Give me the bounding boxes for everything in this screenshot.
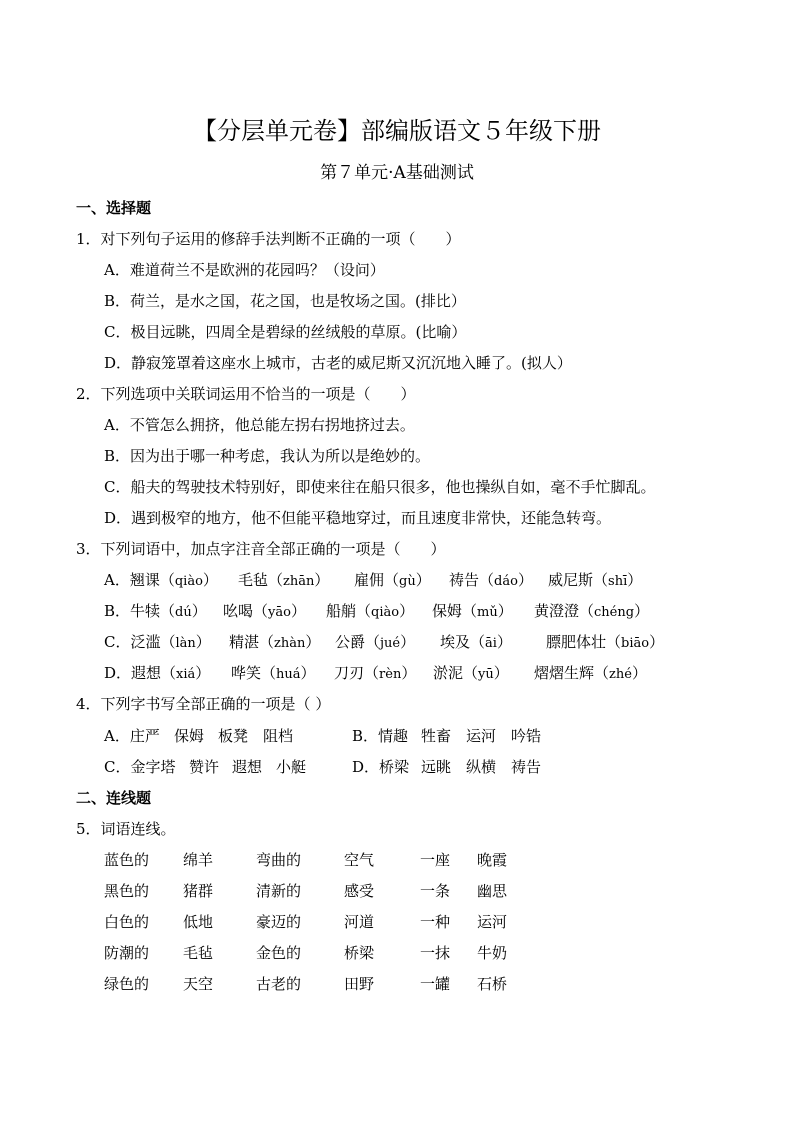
q3-c-word-5: 膘肥体壮（biāo） <box>546 633 665 651</box>
question-1-option-a: A．难道荷兰不是欧洲的花园吗？（设问） <box>104 261 385 279</box>
section-heading-matching: 二、连线题 <box>76 789 152 807</box>
match-r3-c2: 低地 <box>183 913 214 931</box>
question-3-stem: 3．下列词语中，加点字注音全部正确的一项是（ ） <box>76 540 446 558</box>
q3-d-word-4: 淤泥（yū） <box>433 664 509 682</box>
match-r3-c4: 河道 <box>344 913 375 931</box>
q4-c-word-4: 小艇 <box>276 758 307 776</box>
q3-b-word-4: 保姆（mǔ） <box>432 602 513 620</box>
q4-a-word-3: 板凳 <box>218 727 249 745</box>
question-2-option-a: A．不管怎么拥挤，他总能左拐右拐地挤过去。 <box>104 416 415 434</box>
q3-a-word-4: 祷告（dáo） <box>449 571 533 589</box>
question-2-option-c: C．船夫的驾驶技术特别好，即使来往在船只很多，他也操纵自如，毫不手忙脚乱。 <box>104 478 656 496</box>
section-heading-choice: 一、选择题 <box>76 199 152 217</box>
match-r2-c6: 幽思 <box>477 882 508 900</box>
match-r4-c2: 毛毡 <box>183 944 214 962</box>
q3-d-word-1: D．遐想（xiá） <box>104 664 211 682</box>
q4-d-word-4: 祷告 <box>511 758 542 776</box>
match-r4-c3: 金色的 <box>256 944 302 962</box>
match-r1-c2: 绵羊 <box>183 851 214 869</box>
match-r3-c6: 运河 <box>477 913 508 931</box>
q4-d-word-2: 远眺 <box>421 758 452 776</box>
q3-b-word-5: 黄澄澄（chéng） <box>534 602 650 620</box>
page-subtitle: 第７单元·A基础测试 <box>320 163 474 183</box>
match-r1-c6: 晚霞 <box>477 851 508 869</box>
q3-a-word-1: A．翘课（qiào） <box>104 571 218 589</box>
match-r5-c6: 石桥 <box>477 975 508 993</box>
q4-a-word-2: 保姆 <box>174 727 205 745</box>
match-r3-c1: 白色的 <box>104 913 150 931</box>
page-title: 【分层单元卷】部编版语文５年级下册 <box>193 117 601 145</box>
question-1-option-d: D．静寂笼罩着这座水上城市，古老的威尼斯又沉沉地入睡了。(拟人） <box>104 354 572 372</box>
q4-b-word-3: 运河 <box>466 727 497 745</box>
q4-c-word-1: C．金字塔 <box>104 758 176 776</box>
question-5-stem: 5．词语连线。 <box>76 820 176 838</box>
match-r2-c1: 黑色的 <box>104 882 150 900</box>
question-1-option-c: C．极目远眺，四周全是碧绿的丝绒般的草原。(比喻） <box>104 323 467 341</box>
q3-c-word-1: C．泛滥（làn） <box>104 633 211 651</box>
match-r5-c1: 绿色的 <box>104 975 150 993</box>
question-1-stem: 1．对下列句子运用的修辞手法判断不正确的一项（ ） <box>76 230 461 248</box>
q3-a-word-3: 雇佣（gù） <box>354 571 431 589</box>
q4-c-word-3: 遐想 <box>232 758 263 776</box>
q3-d-word-5: 熠熠生辉（zhé） <box>534 664 647 682</box>
q3-b-word-1: B．牛犊（dú） <box>104 602 207 620</box>
question-2-option-b: B．因为出于哪一种考虑，我认为所以是绝妙的。 <box>104 447 431 465</box>
match-r2-c3: 清新的 <box>256 882 302 900</box>
q4-a-word-1: A．庄严 <box>104 727 160 745</box>
q3-c-word-2: 精湛（zhàn） <box>229 633 321 651</box>
match-r1-c3: 弯曲的 <box>256 851 302 869</box>
q4-a-word-4: 阻档 <box>263 727 294 745</box>
q4-d-word-3: 纵横 <box>466 758 497 776</box>
q4-b-word-4: 吟锆 <box>511 727 542 745</box>
question-4-stem: 4．下列字书写全部正确的一项是（ ） <box>76 695 331 713</box>
match-r4-c4: 桥梁 <box>344 944 375 962</box>
match-r5-c5: 一罐 <box>420 975 451 993</box>
match-r5-c2: 天空 <box>183 975 214 993</box>
match-r5-c4: 田野 <box>344 975 375 993</box>
match-r3-c3: 豪迈的 <box>256 913 302 931</box>
q3-a-word-2: 毛毡（zhān） <box>238 571 330 589</box>
match-r2-c2: 猪群 <box>183 882 214 900</box>
match-r1-c5: 一座 <box>420 851 451 869</box>
q4-c-word-2: 赞许 <box>189 758 220 776</box>
q3-d-word-2: 哗笑（huá） <box>231 664 316 682</box>
q4-d-word-1: D．桥梁 <box>352 758 410 776</box>
question-2-option-d: D．遇到极窄的地方，他不但能平稳地穿过，而且速度非常快，还能急转弯。 <box>104 509 612 527</box>
question-2-stem: 2．下列选项中关联词运用不恰当的一项是（ ） <box>76 385 416 403</box>
match-r1-c1: 蓝色的 <box>104 851 150 869</box>
q4-b-word-2: 牲畜 <box>421 727 452 745</box>
match-r2-c5: 一条 <box>420 882 451 900</box>
match-r3-c5: 一种 <box>420 913 451 931</box>
match-r4-c1: 防潮的 <box>104 944 150 962</box>
q3-b-word-2: 吆喝（yāo） <box>223 602 306 620</box>
q3-d-word-3: 刀刃（rèn） <box>334 664 417 682</box>
question-1-option-b: B．荷兰，是水之国，花之国，也是牧场之国。(排比） <box>104 292 466 310</box>
q3-c-word-3: 公爵（jué） <box>335 633 416 651</box>
q4-b-word-1: B．情趣 <box>352 727 409 745</box>
q3-c-word-4: 埃及（āi） <box>440 633 512 651</box>
match-r2-c4: 感受 <box>344 882 375 900</box>
match-r4-c5: 一抹 <box>420 944 451 962</box>
match-r1-c4: 空气 <box>344 851 375 869</box>
match-r5-c3: 古老的 <box>256 975 302 993</box>
q3-a-word-5: 威尼斯（shī） <box>548 571 643 589</box>
match-r4-c6: 牛奶 <box>477 944 508 962</box>
q3-b-word-3: 船艄（qiào） <box>326 602 415 620</box>
